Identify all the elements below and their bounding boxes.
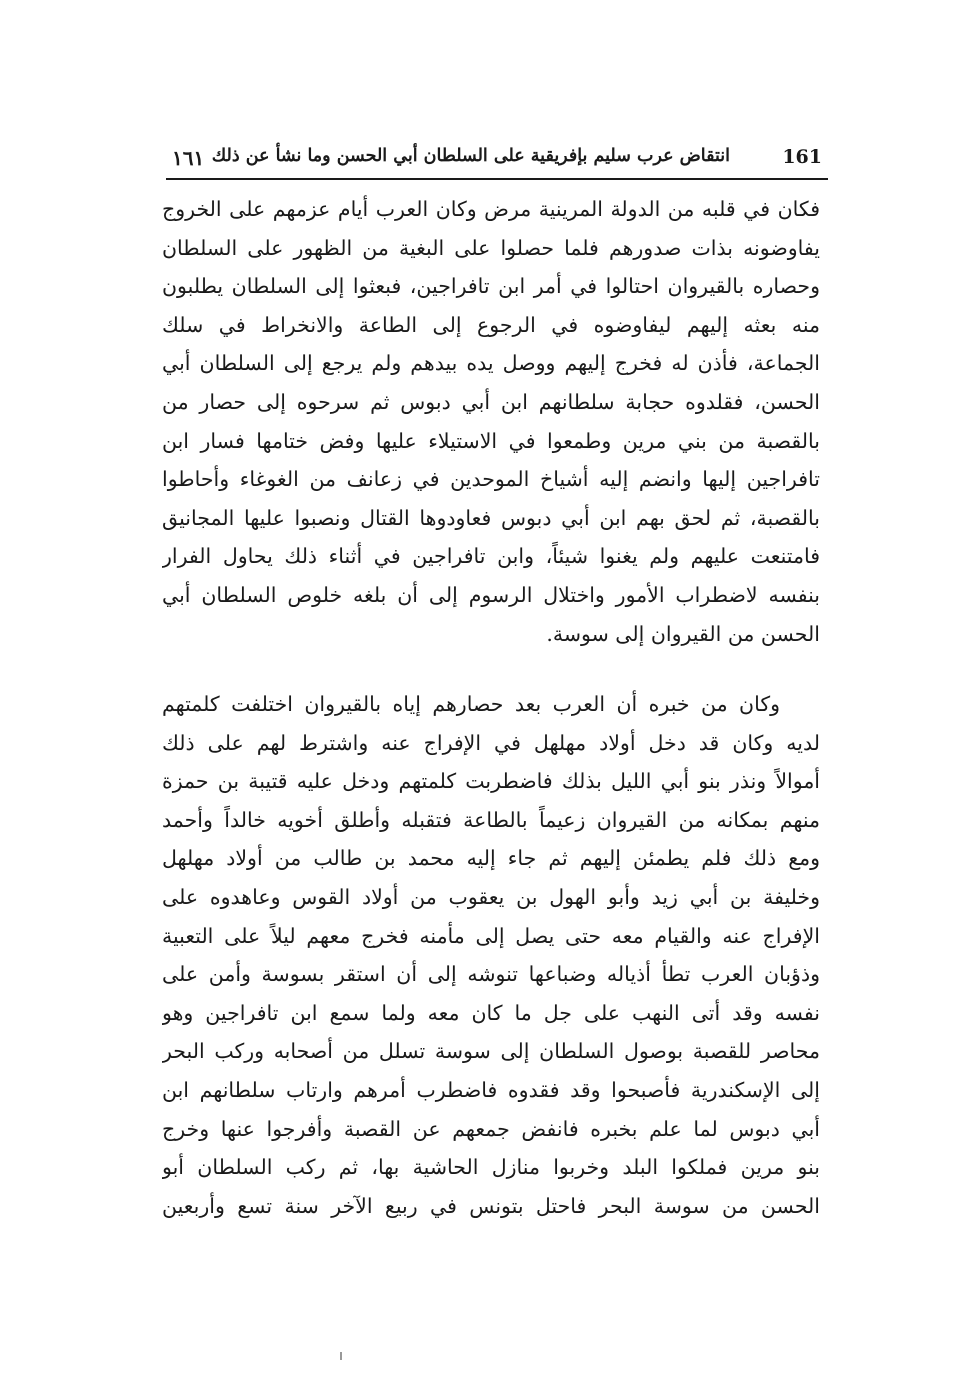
- text-line: ومع ذلك فلم يطمئن إليهم ثم جاء إليه محمد بن طالب من أولاد مهلهل: [162, 846, 820, 871]
- text-line: لديه وكان قد دخل أولاد مهلهل في الإفراج عنه واشترط لهم على ذلك: [162, 730, 820, 755]
- page-number-arabic: ١٦١: [172, 146, 205, 170]
- text-line: فامتنعت عليهم ولم يغنوا شيئاً، وابن تافراجين في أثناء ذلك يحاول الفرار: [162, 544, 820, 569]
- text-line: بنو مرين فملكوا البلد وخربوا منازل الحاشية بها، ثم ركب السلطان أبو: [162, 1155, 820, 1180]
- text-line: بالقصبة من بني مرين وطمعوا في الاستيلاء عليها وفض ختامها فسار ابن: [162, 428, 820, 453]
- text-line: الجماعة، فأذن له فخرج إليهم ووصل يده بيدهم ولم يرجع إلى السلطان أبي: [162, 351, 820, 376]
- text-line: نفسه وقد أتى النهب على جل ما كان معه ولما سمع ابن تافراجين وهو: [162, 1000, 820, 1025]
- running-header: [166, 146, 828, 178]
- paragraph-2: [162, 685, 820, 1225]
- text-line: الحسن من سوسة البحر فاحتل بتونس في ربيع الآخر سنة تسع وأربعين: [162, 1193, 820, 1218]
- text-line: يفاوضونه بذات صدورهم فلما حصلوا على البغية من الظهور على السلطان: [162, 235, 820, 260]
- text-line: وحصاره بالقيروان احتالوا في أمر ابن تافراجين، فبعثوا إلى السلطان يطلبون: [162, 274, 820, 299]
- text-line: فكان في قلبه من الدولة المرينية مرض وكان العرب أيام عزمهم على الخروج: [162, 197, 820, 221]
- page-number-latin: 161: [782, 146, 822, 168]
- text-line: محاصر للقصبة بوصول السلطان إلى سوسة تسلل من أصحابه وركب البحر: [162, 1039, 820, 1064]
- text-line: أبي دبوس لما علم بخبره فانفض جمعهم عن القصبة وأفرجوا عنها وخرج: [162, 1116, 820, 1141]
- text-line: وذؤبان العرب تطأ أذياله وضباعها تنوشه إلى أن استقر بسوسة وأمن على: [162, 962, 820, 987]
- text-line: أموالاً ونذر بنو أبي الليل بذلك فاضطربت كلمتهم ودخل عليه قتيبة بن حمزة: [162, 769, 820, 794]
- text-line: الحسن، فقلدوه حجابة سلطانهم ابن أبي دبوس ثم سرحوه إلى حصار من: [162, 389, 820, 414]
- scan-speck: [340, 1352, 342, 1360]
- paragraph-1: [162, 190, 820, 653]
- text-line: وكان من خبره أن العرب بعد حصارهم إياه بالقيروان اختلفت كلمتهم: [162, 692, 780, 716]
- text-line: منهم بمكانه من القيروان زعيماً بالطاعة فتقبله وأطلق أخويه خالداً وأحمد: [162, 807, 820, 832]
- text-line: إلى الإسكندرية فأصبحوا وقد فقدوه فاضطرب أمرهم وارتاب سلطانهم ابن: [162, 1077, 820, 1102]
- text-line: بالقصبة، ثم لحق بهم ابن أبي دبوس فعاودوها القتال ونصبوا عليها المجانيق: [162, 505, 820, 530]
- text-line: بنفسه لاضطراب الأمور واختلال الرسوم إلى أن بلغه خلوص السلطان أبي: [162, 582, 820, 607]
- running-title: انتقاض عرب سليم بإفريقية على السلطان أبي الحسن وما نشأ عن ذلك: [211, 146, 730, 166]
- text-line: وخليفة بن أبي زيد وأبو الهول بن يعقوب من أولاد القوس وعاهدوه على: [162, 884, 820, 909]
- text-line: تافراجين إليها وانضم إليه أشياخ الموحدين في زعانف من الغوغاء وأحاطوا: [162, 467, 820, 492]
- header-rule: [166, 178, 828, 180]
- text-line: الإفراج عنه والقيام معه حتى يصل إلى مأمنه فخرج معهم ليلاً على التعبية: [162, 923, 820, 948]
- text-line: الحسن من القيروان إلى سوسة.: [546, 621, 820, 646]
- text-line: منه بعثه إليهم ليفاوضوه في الرجوع إلى الطاعة والانخراط في سلك: [162, 312, 820, 337]
